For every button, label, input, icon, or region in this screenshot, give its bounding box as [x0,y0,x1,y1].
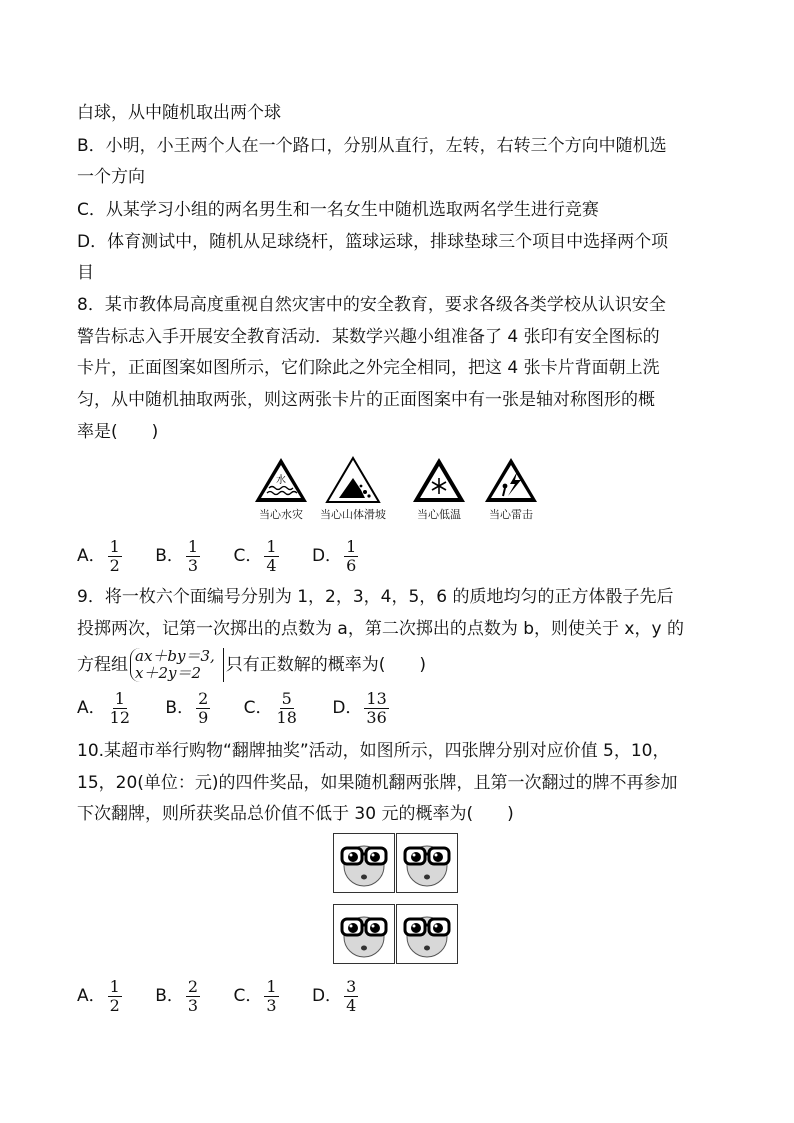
card-3 [333,904,395,964]
question-9-choices [77,688,417,728]
text-line: 率是( ) [77,422,159,442]
sign-caption: 当心山体滑坡 [320,508,386,521]
landslide-warning-icon [325,456,381,504]
safety-signs-figure [246,456,546,532]
choice-a: A． $\frac{1}{12}$ [77,688,130,727]
text-line: 投掷两次，记第一次掷出的点数为 a，第二次掷出的点数为 b，则使关于 x，y 的 [77,619,684,639]
choice-b: B． $\frac{1}{3}$ [155,536,199,575]
text-line: 下次翻牌，则所获奖品总价值不低于 30 元的概率为( ) [77,804,514,824]
glasses-smiley-icon [397,834,457,892]
choice-d: D． $\frac{13}{36}$ [332,688,387,727]
card-4 [396,904,458,964]
sign-caption: 当心雷击 [489,508,533,521]
glasses-smiley-icon [334,834,394,892]
sign-flood [246,456,316,522]
choice-b: B． $\frac{2}{9}$ [165,688,209,727]
option-c-line: C．从某学习小组的两名男生和一名女生中随机选取两名学生进行竞赛 [77,200,599,220]
sign-landslide [318,456,388,522]
lightning-warning-icon [483,456,539,504]
question-8-line: 8．某市教体局高度重视自然灾害中的安全教育，要求各级各类学校从认识安全 [77,295,666,315]
question-10-line: 10.某超市举行购物“翻牌抽奖”活动，如图所示，四张牌分别对应价值 5，10， [77,741,670,761]
glasses-smiley-icon [334,905,394,963]
choice-c: C． $\frac{1}{3}$ [233,976,277,1015]
text-line: 目 [77,263,94,283]
choice-c: C． $\frac{1}{4}$ [233,536,277,575]
sign-lightning [476,456,546,522]
card-2 [396,833,458,893]
text-line: 卡片，正面图案如图所示，它们除此之外完全相同，把这 4 张卡片背面朝上洗 [77,358,660,378]
flood-warning-icon [253,456,309,504]
text-line: 15，20(单位：元)的四件奖品，如果随机翻两张牌，且第一次翻过的牌不再参加 [77,773,678,793]
equation-system: ax＋by＝3, x＋2y＝2 [130,648,224,682]
question-9-line: 9．将一枚六个面编号分别为 1，2，3，4，5，6 的质地均匀的正方体骰子先后 [77,587,674,607]
text-line: 一个方向 [77,167,145,187]
sign-caption: 当心水灾 [259,508,303,521]
option-d-line: D．体育测试中，随机从足球绕杆，篮球运球，排球垫球三个项目中选择两个项 [77,232,669,252]
question-8-choices [77,536,386,576]
option-b-line: B．小明，小王两个人在一个路口，分别从直行，左转，右转三个方向中随机选 [77,136,667,156]
choice-d: D． $\frac{3}{4}$ [311,976,357,1015]
snowflake-warning-icon [411,456,467,504]
card-1 [333,833,395,893]
sign-caption: 当心低温 [417,508,461,521]
choice-d: D． $\frac{1}{6}$ [311,536,357,575]
text-line: 方程组 ax＋by＝3, x＋2y＝2 只有正数解的概率为( ) [77,647,427,682]
sign-water-char: 水 [276,475,286,486]
glasses-smiley-icon [397,905,457,963]
text-line: 白球，从中随机取出两个球 [77,103,281,123]
sign-low-temp [404,456,474,522]
choice-a: A． $\frac{1}{2}$ [77,976,120,1015]
choice-b: B． $\frac{2}{3}$ [155,976,199,1015]
question-10-choices [77,976,386,1016]
choice-a: A． $\frac{1}{2}$ [77,536,120,575]
text-line: 警告标志入手开展安全教育活动．某数学兴趣小组准备了 4 张印有安全图标的 [77,327,660,347]
text-line: 匀，从中随机抽取两张，则这两张卡片的正面图案中有一张是轴对称图形的概 [77,390,655,410]
choice-c: C． $\frac{5}{18}$ [243,688,297,727]
